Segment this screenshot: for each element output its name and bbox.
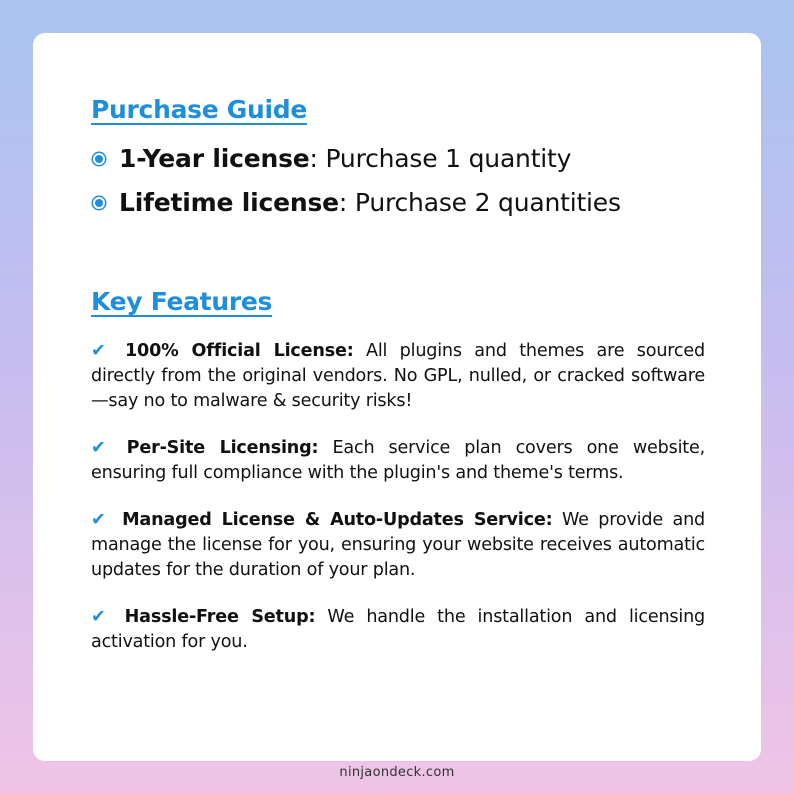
ring-bullet-icon [95,155,103,163]
feature-text: All plugins and themes are sourced directly from the original vendors. No GPL, nulled, or cracked software—say no to malware & security risks! [91,341,705,411]
feature-title: Per-Site Licensing: [126,438,319,458]
list-item [91,181,705,225]
list-item [91,137,705,181]
guide-detail: Purchase 1 quantity [325,144,572,173]
feature-item [91,508,705,583]
guide-detail: Purchase 2 quantities [354,188,621,217]
feature-title: Hassle-Free Setup: [124,607,316,627]
feature-title: Managed License & Auto-Updates Service: [122,510,553,530]
guide-term: 1-Year license [119,144,310,173]
content-card [33,33,761,761]
feature-item [91,436,705,486]
feature-item [91,605,705,655]
key-features-list [91,339,705,655]
check-icon: ✔ [91,510,106,530]
purchase-guide-list [91,137,705,225]
feature-item [91,339,705,414]
feature-text: We provide and manage the license for you, ensuring your website receives automatic updates for the duration of your plan. [91,510,705,580]
feature-title: 100% Official License: [125,341,354,361]
guide-term: Lifetime license [119,188,339,217]
check-icon: ✔ [91,607,106,627]
check-icon: ✔ [91,341,106,361]
purchase-guide-heading: Purchase Guide [91,95,308,124]
feature-text: Each service plan covers one website, ensuring full compliance with the plugin's and theme's terms. [91,438,705,483]
check-icon: ✔ [91,438,106,458]
ring-bullet-icon [95,199,103,207]
key-features-heading: Key Features [91,287,273,316]
guide-separator: : [309,144,326,173]
footer-site-label: ninjaondeck.com [339,765,455,780]
guide-separator: : [338,188,355,217]
feature-text: We handle the installation and licensing activation for you. [91,607,705,652]
